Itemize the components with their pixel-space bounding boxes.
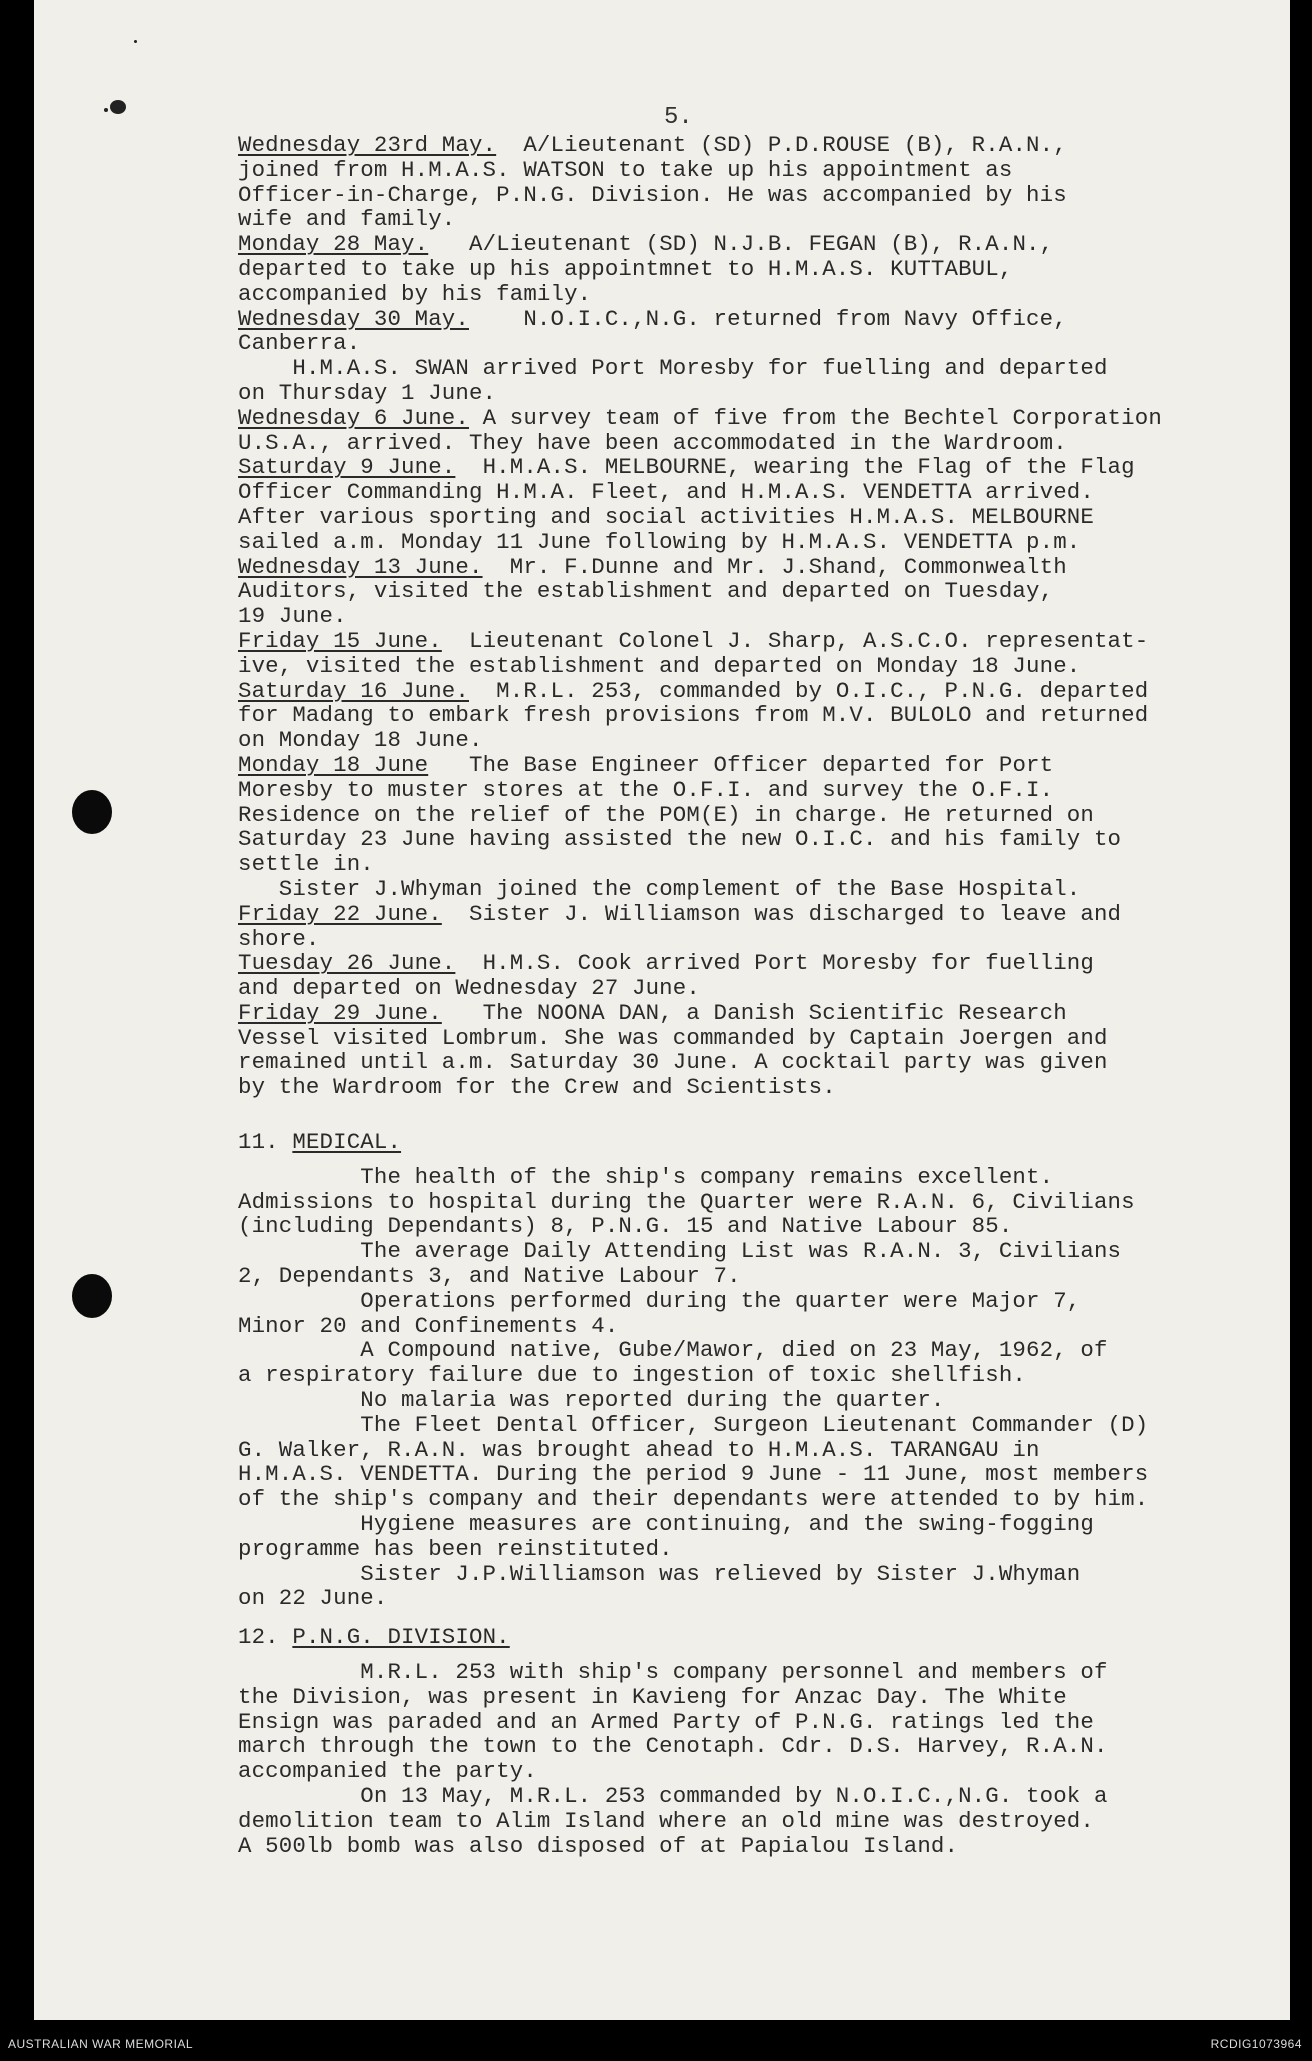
paragraph: Operations performed during the quarter were Major 7, Minor 20 and Confinements 4. [238,1287,1081,1339]
paragraph: On 13 May, M.R.L. 253 commanded by N.O.I.C.,N.G. took a demolition team to Alim Island where an old mine was destroyed. A 500lb bomb was also disposed of at Papialou Island. [238,1783,1108,1859]
ink-speck [134,40,137,43]
entry-text: H.M.A.S. MELBOURNE, wearing the Flag of the Flag Officer Commanding H.M.A. Fleet, and H.M.A.S. VENDETTA arrived. After various sporting and social activities H.M.A.S. MELBOURNE sailed a.m. Monday 11 June following by H.M.A.S. VENDETTA p.m. [238,454,1135,555]
punch-hole [72,1274,112,1318]
section-paragraphs [238,1165,1268,1611]
footer-archive-name: AUSTRALIAN WAR MEMORIAL [8,2037,194,2051]
ink-speck [104,108,108,112]
paragraph: No malaria was reported during the quarter. [238,1387,945,1414]
diary-entry [238,753,1268,877]
entry-text: The Base Engineer Officer departed for Port Moresby to muster stores at the O.F.I. and survey the O.F.I. Residence on the relief of the POM(E) in charge. He returned on Saturday 23 June having assisted the new O.I.C. and his family to settle in. [238,751,1122,878]
paragraph: A Compound native, Gube/Mawor, died on 23 May, 1962, of a respiratory failure due to ingestion of toxic shellfish. [238,1337,1108,1389]
entry-text: A survey team of five from the Bechtel Corporation U.S.A., arrived. They have been accommodated in the Wardroom. [238,404,1162,456]
diary-entry [238,356,1268,406]
entry-date: Tuesday 26 June. [238,950,456,977]
entry-date: Wednesday 23rd May. [238,132,497,158]
entry-date: Friday 29 June. [238,999,442,1026]
footer-record-id: RCDIG1073964 [1210,2037,1302,2051]
section-paragraphs [238,1660,1268,1858]
entry-text: Mr. F.Dunne and Mr. J.Shand, Commonwealth Auditors, visited the establishment and departed on Tuesday, 19 June. [238,553,1067,630]
section-medical [238,1130,1268,1611]
entry-text: M.R.L. 253, commanded by O.I.C., P.N.G. departed for Madang to embark fresh provisions from M.V. BULOLO and returned on Monday 18 June. [238,677,1149,754]
section-number: 12. [238,1624,293,1651]
entry-date: Monday 28 May. [238,231,429,258]
diary-entries [238,133,1268,1100]
section-heading [238,1625,1268,1650]
entry-text: A/Lieutenant (SD) P.D.ROUSE (B), R.A.N., joined from H.M.A.S. WATSON to take up his appointment as Officer-in-Charge, P.N.G. Division. He was accompanied by his wife and family. [238,132,1067,233]
document-page [34,0,1290,2020]
section-number: 11. [238,1129,293,1156]
diary-entry [238,555,1268,629]
section-png-division [238,1625,1268,1858]
diary-entry [238,1001,1268,1100]
entry-text: The NOONA DAN, a Danish Scientific Research Vessel visited Lombrum. She was commanded by Captain Joergen and remained until a.m. Saturday 30 June. A cocktail party was given by the Wardroom for the Crew and Scientists. [238,999,1108,1101]
paragraph: The health of the ship's company remains excellent. Admissions to hospital during the Quarter were R.A.N. 6, Civilians (including Dependants) 8, P.N.G. 15 and Native Labour 85. [238,1163,1135,1240]
document-body [238,133,1268,1858]
diary-entry [238,902,1268,952]
ink-speck [110,100,126,114]
section-title: P.N.G. DIVISION. [292,1624,510,1651]
section-heading [238,1130,1268,1155]
diary-entry [238,133,1268,232]
diary-entry [238,951,1268,1001]
entry-date: Saturday 9 June. [238,454,456,481]
diary-entry [238,455,1268,554]
entry-text: H.M.S. Cook arrived Port Moresby for fuelling and departed on Wednesday 27 June. [238,950,1094,1002]
section-title: MEDICAL. [292,1129,402,1156]
entry-text: N.O.I.C.,N.G. returned from Navy Office, Canberra. [238,305,1067,357]
diary-entry [238,232,1268,306]
entry-date: Wednesday 30 May. [238,305,469,332]
paragraph: Hygiene measures are continuing, and the swing-fogging programme has been reinstituted. [238,1511,1094,1562]
entry-text: A/Lieutenant (SD) N.J.B. FEGAN (B), R.A.N., departed to take up his appointmnet to H.M.A.S. KUTTABUL, accompanied by his family. [238,231,1054,307]
entry-text: Sister J. Williamson was discharged to leave and shore. [238,900,1122,952]
paragraph: Sister J.P.Williamson was relieved by Sister J.Whyman on 22 June. [238,1560,1081,1612]
punch-hole [72,790,112,834]
entry-date: Friday 22 June. [238,900,442,927]
paragraph: The average Daily Attending List was R.A.N. 3, Civilians 2, Dependants 3, and Native Labour 7. [238,1238,1122,1290]
diary-entry [238,406,1268,456]
page-number: 5. [664,104,693,131]
entry-date: Saturday 16 June. [238,677,469,704]
diary-entry [238,679,1268,753]
diary-entry [238,629,1268,679]
paragraph: The Fleet Dental Officer, Surgeon Lieutenant Commander (D) G. Walker, R.A.N. was brought ahead to H.M.A.S. TARANGAU in H.M.A.S. VENDETTA. During the period 9 June - 11 June, most members of the ship's company and their dependants were attended to by him. [238,1411,1149,1513]
diary-entry [238,877,1268,902]
entry-text: Sister J.Whyman joined the complement of the Base Hospital. [238,875,1081,902]
entry-date: Friday 15 June. [238,627,442,654]
entry-date: Wednesday 6 June. [238,404,469,431]
entry-date: Monday 18 June [238,751,429,778]
entry-date: Wednesday 13 June. [238,553,483,580]
diary-entry [238,307,1268,357]
entry-text: Lieutenant Colonel J. Sharp, A.S.C.O. representat- ive, visited the establishment and departed on Monday 18 June. [238,627,1149,679]
entry-text: H.M.A.S. SWAN arrived Port Moresby for fuelling and departed on Thursday 1 June. [238,355,1108,406]
paragraph: M.R.L. 253 with ship's company personnel and members of the Division, was present in Kavieng for Anzac Day. The White Ensign was paraded and an Armed Party of P.N.G. ratings led the march through the town to the Cenotaph. Cdr. D.S. Harvey, R.A.N. accompanied the party. [238,1659,1108,1785]
